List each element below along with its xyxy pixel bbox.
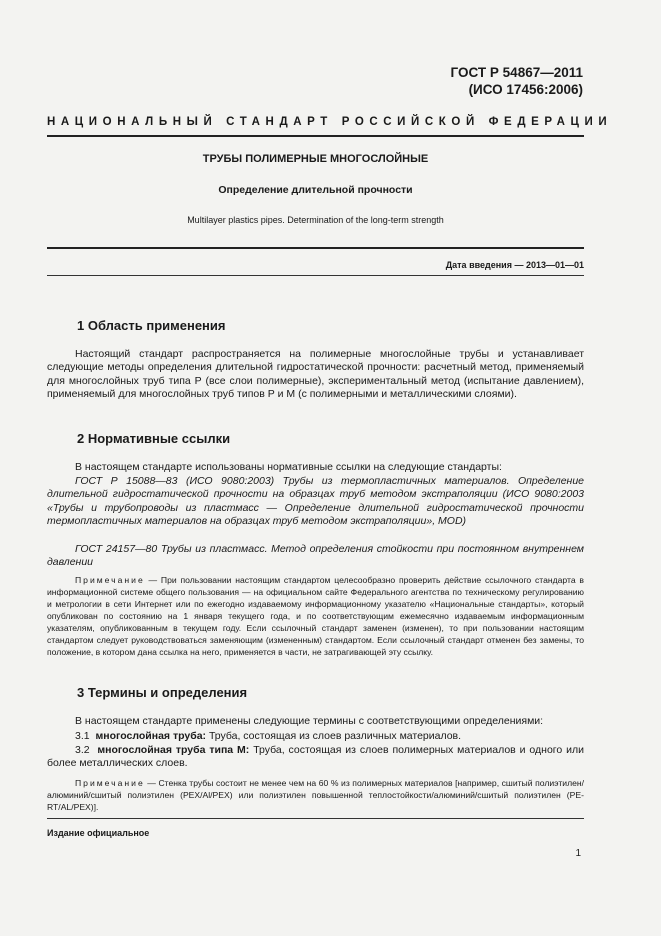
section-3-heading: 3 Термины и определения bbox=[77, 685, 248, 700]
note-label: Примечание bbox=[75, 778, 145, 788]
iso-number: (ИСО 17456:2006) bbox=[468, 82, 583, 97]
edition-label: Издание официальное bbox=[47, 828, 150, 838]
national-standard-banner: НАЦИОНАЛЬНЫЙ СТАНДАРТ РОССИЙСКОЙ ФЕДЕРАЦИИ bbox=[47, 116, 613, 128]
term-name: многослойная труба типа М: bbox=[97, 744, 250, 756]
section-2-note bbox=[47, 574, 584, 658]
header-rule bbox=[47, 135, 584, 137]
term-definition: Труба, состоящая из слоев различных материалов. bbox=[206, 730, 462, 742]
document-subtitle: Определение длительной прочности bbox=[218, 184, 413, 196]
note-text: — При пользовании настоящим стандартом целесообразно проверить действие ссылочного стандарта в информационной системе общего пользования — на официальном сайте Федерального агентства по техническому регулированию и метрологии в сети Интернет или по ежегодно издаваемому информационному указателю «Национальные стандарты», который опубликован по состоянию на 1 января текущего года, и по соответствующим ежемесячно издаваемым информационным указателям, опубликованным в текущем году. Если ссылочный стандарт заменен (изменен), то при пользовании настоящим стандартом следует руководствоваться заменяющим (измененным) стандартом. Если ссылочный стандарт отменен без замены, то положение, в котором дана ссылка на него, применяется в части, не затрагивающей эту ссылку. bbox=[47, 575, 584, 657]
section-1-paragraph: Настоящий стандарт распространяется на полимерные многослойные трубы и устанавливает следующие методы определения длительной гидростатической прочности: расчетный метод, применяемый для многослойных труб типа Р (все слои полимерные), экспериментальный метод (испытание давлением), применяемый для многослойных труб типов Р и М (с полимерными и металлическими слоями). bbox=[47, 348, 584, 401]
date-rule bbox=[47, 275, 584, 276]
term-definition: Труба, состоящая из слоев полимерных материалов и одного или более металлических слоев. bbox=[47, 744, 584, 770]
term-3-2 bbox=[47, 744, 584, 771]
term-3-1 bbox=[47, 730, 584, 743]
gost-header bbox=[451, 64, 583, 98]
gost-number: ГОСТ Р 54867—2011 bbox=[450, 65, 583, 80]
section-3-intro: В настоящем стандарте применены следующие термины с соответствующими определениями: bbox=[75, 715, 544, 727]
section-2-heading: 2 Нормативные ссылки bbox=[77, 431, 231, 446]
title-rule bbox=[47, 247, 584, 249]
note-label: Примечание bbox=[75, 575, 145, 585]
english-title: Multilayer plastics pipes. Determination of the long-term strength bbox=[187, 215, 444, 225]
term-number: 3.2 bbox=[75, 744, 90, 756]
section-2-intro: В настоящем стандарте использованы нормативные ссылки на следующие стандарты: bbox=[75, 461, 502, 473]
section-1-heading: 1 Область применения bbox=[77, 318, 226, 333]
document-title: ТРУБЫ ПОЛИМЕРНЫЕ МНОГОСЛОЙНЫЕ bbox=[202, 153, 429, 165]
section-3-note bbox=[47, 777, 584, 813]
term-number: 3.1 bbox=[75, 730, 90, 742]
reference-gost-24157: ГОСТ 24157—80 Трубы из пластмасс. Метод определения стойкости при постоянном внутреннем давлении bbox=[47, 543, 584, 569]
footer-rule bbox=[47, 818, 584, 819]
date-of-introduction: Дата введения — 2013—01—01 bbox=[445, 260, 584, 270]
term-name: многослойная труба: bbox=[95, 730, 207, 742]
page-number: 1 bbox=[575, 848, 581, 859]
reference-gost-15088: ГОСТ Р 15088—83 (ИСО 9080:2003) Трубы из термопластичных материалов. Определение длительной гидростатической прочности на образцах труб методом экстраполяции (ИСО 9080:2003 «Трубы и трубопроводы из пластмасс — Определение длительной гидростатической прочности термопластичных материалов на образцах труб методом экстраполяции», MOD) bbox=[47, 475, 584, 528]
note-text: — Стенка трубы состоит не менее чем на 60 % из полимерных материалов [например, сшитый полиэтилен/алюминий/сшитый полиэтилен (PEX/Al/PEX) или полиэтилен повышенной теплостойкости/алюминий/сшитый полиэтилен (PE-RT/AL/PEX)]. bbox=[47, 778, 584, 812]
